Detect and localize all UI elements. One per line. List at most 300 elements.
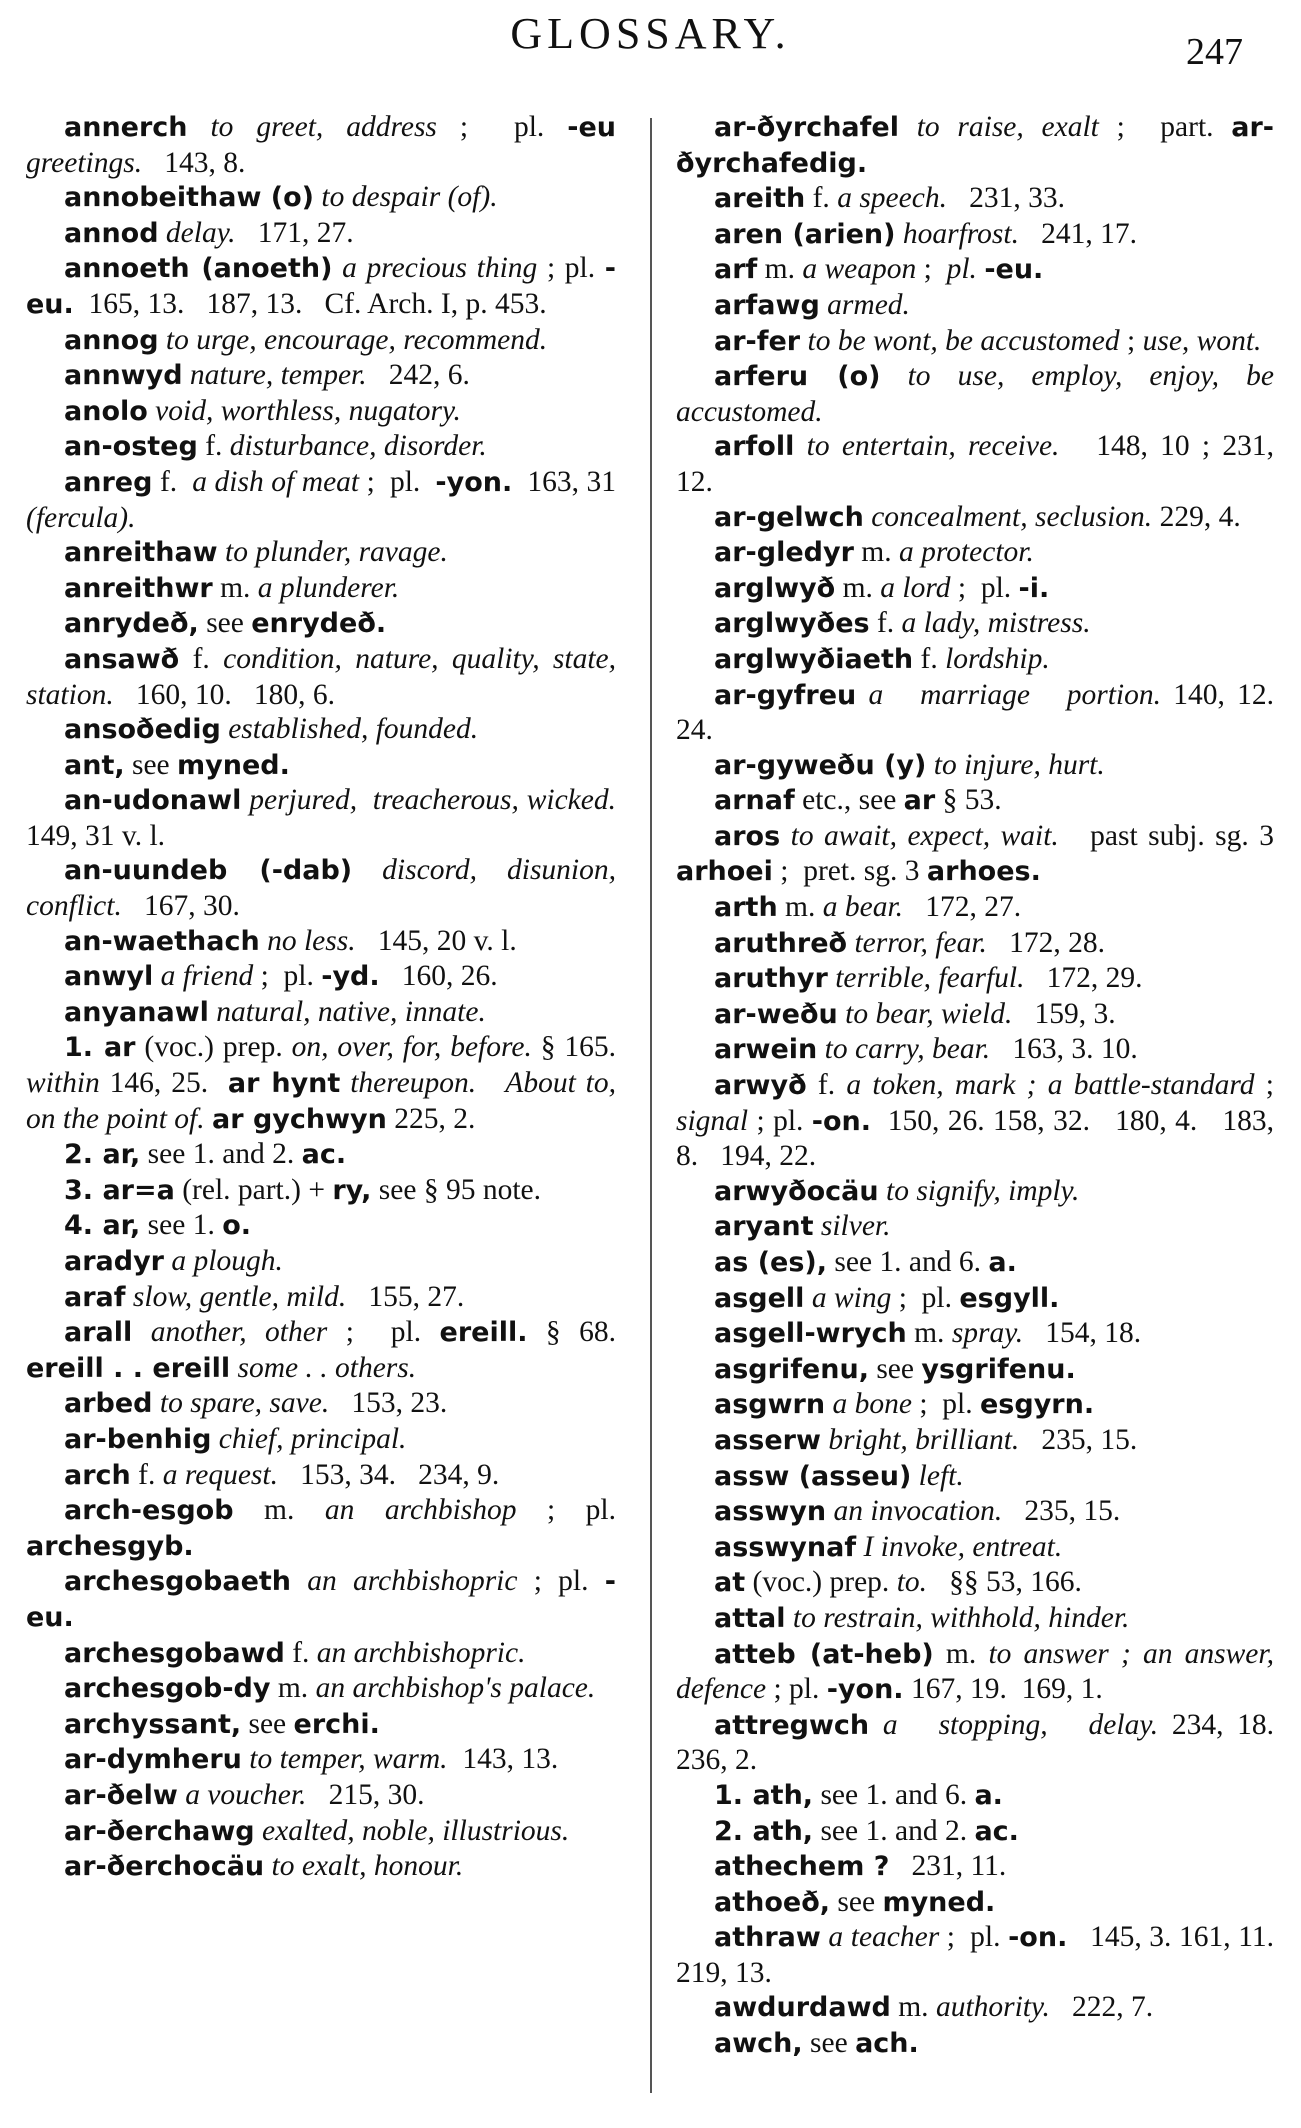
entry-text: ; pl.	[327, 1316, 440, 1349]
entry-text: ; pret. sg. 3	[772, 855, 927, 888]
headword: anrydeð,	[64, 608, 199, 640]
headword: arf	[714, 254, 758, 286]
glossary-entry	[676, 961, 1274, 997]
entry-text	[895, 218, 902, 250]
headword: annog	[64, 324, 159, 356]
definition-text: a lord	[880, 571, 951, 604]
definition-text: silver.	[820, 1210, 891, 1243]
headword: archesgob-dy	[64, 1673, 271, 1705]
glossary-entry	[676, 1885, 1274, 1921]
headword: ansawð	[64, 643, 180, 675]
headword: arglwyð	[714, 572, 836, 604]
headword: ar-gelwch	[714, 501, 864, 533]
entry-text: see	[830, 1885, 883, 1918]
entry-text	[817, 1033, 824, 1065]
headword: a.	[974, 1779, 1003, 1811]
definition-text: exalted, noble, illustrious.	[262, 1814, 570, 1847]
glossary-entry	[676, 252, 1274, 288]
glossary-entry	[26, 642, 624, 712]
headword: anreithwr	[64, 572, 213, 604]
glossary-entry	[26, 323, 616, 359]
headword: ar gychwyn	[212, 1103, 387, 1135]
headword: asgell-wrych	[714, 1318, 907, 1350]
headword: ry,	[332, 1174, 372, 1206]
headword: anyanawl	[64, 996, 209, 1028]
entry-text: ;	[1254, 1069, 1282, 1102]
entry-text	[188, 111, 211, 143]
entry-text: see	[241, 1707, 294, 1740]
glossary-entry	[26, 853, 624, 923]
headword: ansoðedig	[64, 714, 221, 746]
glossary-entry	[26, 429, 616, 465]
entry-text: 231, 33.	[946, 182, 1065, 215]
entry-text: (rel. part.) +	[174, 1173, 333, 1206]
entry-text	[911, 1460, 918, 1492]
definition-text: within	[26, 1067, 100, 1100]
headword: ar	[903, 785, 936, 817]
definition-text: to spare, save.	[159, 1387, 330, 1420]
glossary-entry	[26, 1493, 624, 1564]
definition-text: to use, employ, enjoy, be accustomed.	[676, 360, 1282, 428]
headword: anolo	[64, 395, 148, 427]
definition-text: to entertain, receive.	[806, 430, 1060, 463]
entry-text: m.	[835, 571, 881, 604]
definition-text: an archbishop	[324, 1494, 517, 1527]
entry-text: ; pl.	[359, 465, 436, 498]
entry-text: see 1. and 2.	[140, 1138, 302, 1171]
headword: arch-esgob	[64, 1495, 234, 1527]
entry-text	[205, 1103, 212, 1135]
headword: attal	[714, 1602, 786, 1634]
definition-text: delay.	[165, 216, 236, 249]
definition-text: authority.	[935, 1991, 1050, 2024]
headword: arhoei	[676, 856, 773, 888]
entry-text: 167, 19. 169, 1.	[903, 1673, 1103, 1706]
definition-text: a wing	[811, 1281, 892, 1314]
definition-text: terror, fear.	[854, 926, 987, 959]
glossary-entry	[26, 1707, 616, 1743]
headword: 1. ar	[64, 1032, 136, 1064]
headword: arth	[714, 892, 778, 924]
glossary-entry	[676, 1778, 1274, 1814]
definition-text: to await, expect, wait.	[790, 819, 1059, 852]
headword: arwyð	[714, 1070, 807, 1102]
definition-text: natural, native, innate.	[216, 995, 486, 1028]
entry-text: m.	[212, 571, 258, 604]
entry-text	[159, 217, 166, 249]
entry-text: ; part.	[1098, 111, 1232, 143]
entry-text	[794, 430, 806, 462]
entry-text: ; pl.	[891, 1281, 960, 1314]
headword: arfawg	[714, 289, 820, 321]
headword: esgyll.	[959, 1282, 1060, 1314]
headword: atteb (at-heb)	[714, 1638, 934, 1670]
glossary-entry	[26, 358, 616, 394]
entry-text	[218, 536, 225, 568]
headword: aryant	[714, 1211, 814, 1243]
definition-text: a dish of meat	[192, 465, 360, 498]
glossary-entry	[26, 1030, 631, 1137]
entry-text: see	[868, 1352, 922, 1385]
glossary-entry	[26, 465, 624, 535]
definition-text: no less.	[267, 924, 356, 957]
entry-text: 165, 13. 187, 13. Cf. Arch. I, p. 453.	[73, 287, 547, 320]
page-title: GLOSSARY.	[510, 9, 791, 58]
entry-text: m.	[777, 891, 823, 924]
entry-text: f.	[805, 182, 838, 215]
glossary-entry	[26, 251, 616, 322]
glossary-entry	[26, 1849, 616, 1885]
headword: ar hynt	[227, 1068, 341, 1100]
definition-text: a token, mark ; a battle-standard	[846, 1069, 1255, 1102]
definition-text: to answer ; an answer, defence	[676, 1637, 1282, 1706]
entry-text	[869, 1709, 883, 1741]
headword: -on.	[811, 1105, 872, 1137]
headword: ac.	[301, 1139, 347, 1171]
glossary-entry	[676, 1281, 1274, 1317]
glossary-entry	[26, 1814, 616, 1850]
entry-text: 145, 3. 161, 11. 219, 13.	[676, 1921, 1297, 1989]
definition-text: slow, gentle, mild.	[132, 1280, 347, 1313]
entry-text	[183, 359, 190, 391]
glossary-column-right	[676, 110, 1297, 2062]
entry-text	[332, 252, 342, 284]
definition-text: to bear, wield.	[845, 997, 1013, 1030]
definition-text: thereupon. About to, on the point of.	[26, 1067, 624, 1135]
definition-text: use, wont.	[1142, 324, 1262, 357]
headword: as (es),	[714, 1247, 828, 1278]
headword: at	[714, 1567, 746, 1599]
headword: ar-gyweðu (y)	[714, 749, 927, 781]
entry-text: ;	[916, 253, 947, 286]
glossary-entry	[676, 181, 1274, 217]
entry-text: see	[124, 748, 178, 781]
entry-text: m.	[933, 1637, 989, 1670]
headword: asgwrn	[714, 1389, 826, 1421]
definition-text: to plunder, ravage.	[225, 536, 448, 569]
glossary-entry	[26, 1742, 616, 1778]
definition-text: to.	[896, 1566, 928, 1599]
definition-text: an archbishop's palace.	[315, 1672, 596, 1705]
headword: annobeithaw (o)	[64, 182, 315, 214]
headword: an-uundeb (-dab)	[64, 855, 353, 887]
glossary-entry	[676, 429, 1282, 499]
headword: ysgrifenu.	[921, 1353, 1076, 1385]
headword: arwein	[714, 1034, 818, 1066]
headword: arglwyðiaeth	[714, 643, 914, 675]
definition-text: void, worthless, nugatory.	[155, 394, 461, 427]
headword: -on.	[1008, 1922, 1068, 1954]
definition-text: to signify, imply.	[886, 1174, 1080, 1207]
glossary-entry	[676, 1708, 1297, 1778]
glossary-entry	[26, 783, 639, 853]
entry-text	[153, 1387, 160, 1419]
entry-text: ; pl.	[436, 111, 568, 143]
entry-text: see	[198, 607, 252, 640]
definition-text: an archbishopric	[307, 1565, 518, 1598]
headword: 2. ar,	[64, 1139, 141, 1171]
headword: asgrifenu,	[714, 1353, 869, 1385]
definition-text: left.	[918, 1459, 964, 1492]
entry-text	[616, 111, 623, 143]
definition-text: to restrain, withhold, hinder.	[792, 1601, 1130, 1634]
headword: ant,	[64, 749, 125, 781]
entry-text: 234, 18. 236, 2.	[676, 1708, 1297, 1777]
glossary-entry	[26, 110, 616, 180]
glossary-entry	[676, 748, 1274, 784]
entry-text: ; pl.	[911, 1388, 980, 1421]
definition-text: concealment, seclusion.	[871, 500, 1153, 533]
definition-text: nature, temper.	[189, 359, 367, 392]
entry-text: 160, 10. 180, 6.	[113, 678, 335, 711]
glossary-entry	[26, 924, 616, 960]
entry-text	[230, 1352, 237, 1384]
glossary-entry	[26, 216, 616, 252]
headword: o.	[222, 1210, 252, 1242]
entry-text: f.	[130, 1458, 163, 1491]
headword: erchi.	[293, 1708, 380, 1740]
definition-text: a plough.	[171, 1245, 283, 1277]
headword: a.	[988, 1247, 1017, 1278]
entry-text	[780, 820, 790, 852]
headword: ereill.	[439, 1317, 528, 1349]
headword: annoeth (anoeth)	[64, 253, 333, 285]
glossary-entry	[676, 783, 1274, 819]
headword: arferu (o)	[714, 361, 881, 393]
entry-text: f.	[913, 642, 946, 675]
entry-text: f.	[152, 465, 193, 498]
headword: 4. ar,	[64, 1210, 141, 1242]
entry-text: 145, 20 v. l.	[355, 924, 517, 957]
glossary-entry	[26, 1778, 616, 1814]
headword: myned.	[882, 1886, 996, 1918]
definition-text: pl.	[946, 253, 977, 286]
entry-text: see 1. and 2.	[813, 1814, 975, 1847]
entry-text	[126, 1281, 133, 1313]
entry-text: 241, 17.	[1018, 217, 1137, 250]
entry-text: 235, 15.	[1002, 1495, 1121, 1528]
definition-text: a protector.	[898, 536, 1034, 569]
entry-text	[260, 925, 267, 957]
glossary-entry	[26, 959, 616, 995]
headword: -eu	[567, 112, 616, 143]
entry-text	[255, 1815, 262, 1847]
glossary-entry	[26, 180, 616, 216]
entry-text: m.	[890, 1991, 936, 2024]
definition-text: hoarfrost.	[902, 217, 1019, 250]
entry-text: see 1. and 6.	[827, 1246, 989, 1278]
glossary-entry	[26, 571, 616, 607]
glossary-entry	[676, 819, 1282, 890]
glossary-entry	[26, 1636, 616, 1672]
glossary-entry	[676, 1814, 1274, 1850]
headword: aruthyr	[714, 963, 828, 995]
entry-text: f.	[284, 1636, 317, 1669]
headword: 1. ath,	[714, 1779, 814, 1811]
entry-text: ; pl.	[537, 252, 605, 285]
entry-text	[352, 854, 382, 886]
entry-text: m.	[757, 253, 803, 286]
definition-text: a teacher	[828, 1921, 940, 1954]
headword: arnaf	[714, 785, 795, 817]
headword: arbed	[64, 1388, 153, 1420]
entry-text: m.	[906, 1317, 952, 1350]
headword: ar-ðelw	[64, 1779, 178, 1811]
glossary-entry	[26, 1315, 631, 1386]
glossary-entry	[676, 1032, 1274, 1068]
glossary-entry	[676, 324, 1274, 360]
glossary-entry	[26, 606, 616, 642]
headword: archesgobawd	[64, 1637, 285, 1669]
glossary-entry	[676, 2026, 1274, 2062]
headword: annod	[64, 217, 159, 249]
definition-text: a lady, mistress.	[901, 607, 1091, 640]
definition-text: to exalt, honour.	[271, 1850, 464, 1883]
headword: annerch	[64, 112, 188, 143]
entry-text	[879, 1175, 886, 1207]
definition-text: armed.	[827, 288, 910, 321]
entry-text	[880, 360, 907, 392]
entry-text	[804, 1282, 811, 1314]
entry-text: 222, 7.	[1049, 1991, 1154, 2024]
entry-text: ; pl.	[950, 571, 1019, 604]
entry-text: 172, 27.	[903, 891, 1022, 924]
entry-text	[786, 1602, 793, 1634]
glossary-entry	[676, 1316, 1274, 1352]
entry-text: ; pl.	[939, 1921, 1009, 1954]
entry-text: past subj. sg. 3	[1058, 819, 1282, 852]
headword: ac.	[974, 1815, 1019, 1847]
entry-text: §§ 53, 166.	[927, 1566, 1082, 1599]
glossary-entry	[676, 1174, 1274, 1210]
headword: an-waethach	[64, 925, 260, 957]
definition-text: a precious thing	[342, 252, 538, 285]
entry-text: ; pl.	[516, 1494, 624, 1527]
definition-text: an invocation.	[833, 1495, 1003, 1528]
entry-text: 153, 34. 234, 9.	[277, 1458, 500, 1491]
headword: arall	[64, 1317, 133, 1349]
entry-text: ; pl.	[517, 1565, 605, 1598]
entry-text	[132, 1316, 150, 1348]
page-number: 247	[1186, 31, 1243, 73]
headword: ar-ðyrchafedig.	[676, 112, 1275, 179]
headword: -yon.	[435, 466, 513, 498]
headword: -yon.	[826, 1674, 904, 1706]
headword: archyssant,	[64, 1708, 242, 1740]
headword: athechem ?	[714, 1851, 890, 1883]
definition-text: to raise, exalt	[916, 111, 1099, 143]
headword: arhoes.	[926, 856, 1041, 888]
glossary-entry	[676, 1352, 1274, 1388]
entry-text: 229, 4.	[1152, 500, 1241, 533]
entry-text	[813, 1210, 820, 1242]
glossary-entry	[676, 1459, 1274, 1495]
entry-text: 143, 8.	[142, 146, 246, 179]
headword: aruthreð	[714, 927, 848, 959]
headword: aros	[714, 820, 781, 852]
headword: an-udonawl	[64, 785, 242, 817]
entry-text: see 1. and 6.	[813, 1778, 975, 1811]
headword: attregwch	[714, 1709, 870, 1741]
headword: -yd.	[321, 961, 380, 993]
column-divider	[650, 118, 652, 2093]
definition-text: to temper, warm.	[249, 1743, 448, 1776]
entry-text: 242, 6.	[366, 359, 470, 392]
entry-text: § 165.	[531, 1031, 631, 1064]
entry-text: 235, 15.	[1019, 1423, 1138, 1456]
entry-text	[340, 1067, 350, 1099]
entry-text: 154, 18.	[1023, 1317, 1142, 1350]
glossary-entry	[676, 1920, 1297, 1990]
headword: myned.	[177, 749, 290, 781]
entry-text	[826, 1495, 833, 1527]
headword: ar-fer	[714, 325, 801, 357]
headword: ar-benhig	[64, 1423, 212, 1455]
definition-text: disturbance, disorder.	[229, 430, 487, 463]
glossary-entry	[676, 642, 1274, 678]
glossary-entry	[676, 1387, 1274, 1423]
definition-text: on, over, for, before.	[291, 1031, 532, 1064]
headword: arch	[64, 1459, 131, 1491]
headword: annwyd	[64, 360, 183, 392]
glossary-entry	[676, 997, 1274, 1033]
glossary-entry	[676, 1601, 1274, 1637]
headword: anreithaw	[64, 537, 218, 569]
headword: ar-weðu	[714, 998, 838, 1030]
entry-text: etc., see	[794, 784, 904, 817]
glossary-entry	[26, 394, 616, 430]
entry-text: 153, 23.	[329, 1387, 448, 1420]
headword: ereill . . ereill	[26, 1352, 231, 1384]
headword: ar-ðerchocäu	[64, 1851, 265, 1883]
headword: archesgobaeth	[64, 1566, 292, 1598]
entry-text	[159, 324, 166, 356]
headword: -i.	[1018, 572, 1050, 604]
headword: awch,	[714, 2028, 803, 2060]
glossary-column-left	[26, 110, 639, 1885]
entry-text: ; pl.	[253, 960, 322, 993]
headword: esgyrn.	[979, 1389, 1095, 1421]
headword: enrydeð.	[251, 608, 387, 640]
glossary-entry	[676, 288, 1274, 324]
glossary-entry	[676, 1423, 1274, 1459]
entry-text: m.	[233, 1494, 325, 1527]
entry-text: 140, 12. 24.	[676, 678, 1289, 747]
entry-text	[926, 749, 933, 781]
definition-text: to carry, bear.	[824, 1033, 991, 1066]
headword: asswyn	[714, 1496, 827, 1528]
headword: asswynaf	[714, 1531, 857, 1563]
glossary-entry	[26, 1280, 616, 1316]
entry-text: 225, 2.	[386, 1102, 476, 1135]
definition-text: I invoke, entreat.	[863, 1530, 1063, 1563]
headword: 2. ath,	[714, 1815, 814, 1847]
glossary-entry	[676, 1637, 1282, 1708]
entry-text: ; pl.	[748, 1104, 812, 1137]
entry-text: § 53.	[935, 784, 1002, 817]
glossary-entry	[676, 1849, 1274, 1885]
definition-text: terrible, fearful.	[835, 962, 1025, 995]
glossary-entry	[26, 1173, 616, 1209]
entry-text: 172, 29.	[1024, 962, 1143, 995]
definition-text: greetings.	[26, 146, 143, 179]
headword: -eu.	[26, 1566, 616, 1633]
definition-text: spray.	[951, 1317, 1024, 1350]
glossary-entry	[676, 926, 1274, 962]
definition-text: a bone	[832, 1388, 912, 1421]
entry-text: 167, 30.	[121, 890, 240, 923]
entry-text: 155, 27.	[346, 1280, 465, 1313]
